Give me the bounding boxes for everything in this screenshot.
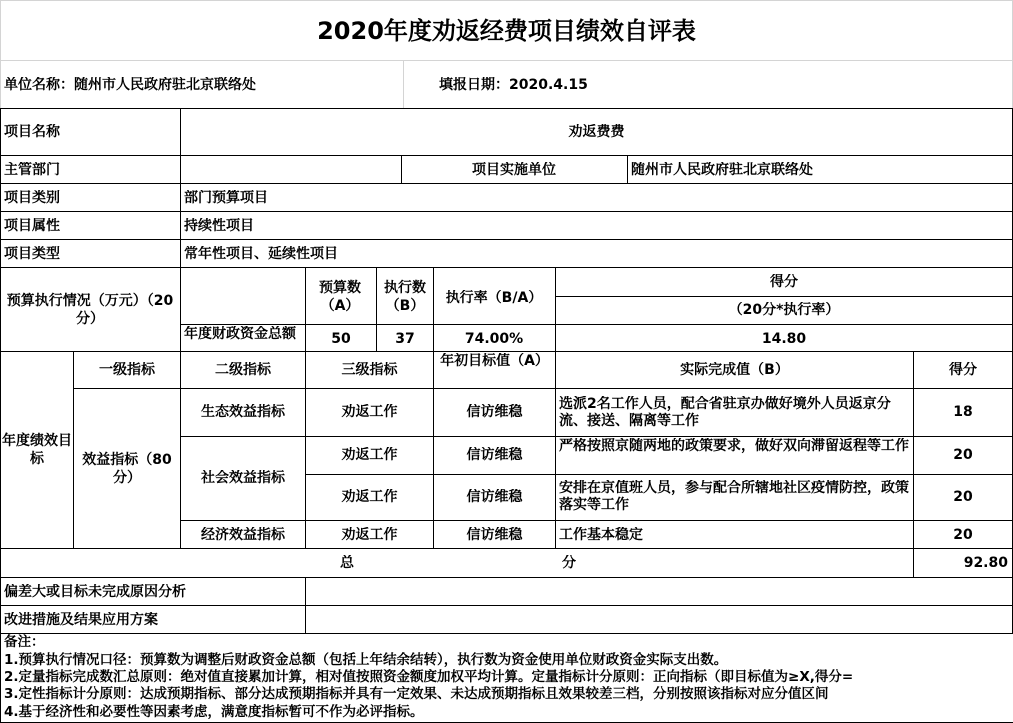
table-border xyxy=(0,108,1013,109)
level2-header: 二级指标 xyxy=(215,362,271,378)
attribute-label: 项目属性 xyxy=(4,218,60,234)
table-border xyxy=(0,267,1013,268)
note-item: 2.定量指标完成数汇总原则：绝对值直接累加计算，相对值按照资金额度加权平均计算。定量指标计分原则：正向指标（即目标值为≥X,得分= xyxy=(4,669,854,685)
grid-line xyxy=(0,0,1013,1)
table-border xyxy=(0,577,1013,578)
rate-col-header: 执行率（B/A） xyxy=(445,290,543,306)
score-col-header: 得分 xyxy=(770,274,798,290)
attribute-value: 持续性项目 xyxy=(184,218,254,234)
total-label-left: 总 xyxy=(340,555,354,571)
annual-fund-label: 年度财政资金总额 xyxy=(184,326,296,342)
actual-item: 安排在京值班人员，参与配合所辖地社区疫情防控，政策落实等工作 xyxy=(559,480,909,513)
performance-section-label: 年度绩效目标 xyxy=(2,433,72,467)
table-border xyxy=(555,351,556,548)
target-item: 信访维稳 xyxy=(466,489,523,505)
grid-line xyxy=(0,60,1013,61)
level1-benefit: 效益指标（80分） xyxy=(82,452,172,486)
score-formula: （20分*执行率） xyxy=(728,302,840,318)
score-header: 得分 xyxy=(949,362,977,378)
table-border xyxy=(555,296,1013,297)
table-border xyxy=(0,605,1013,606)
exec-value: 37 xyxy=(395,331,415,347)
fill-date: 填报日期：2020.4.15 xyxy=(439,77,588,93)
table-border xyxy=(0,155,1013,156)
total-label-right: 分 xyxy=(562,555,576,571)
table-border xyxy=(0,548,1013,549)
level2-ecology: 生态效益指标 xyxy=(201,404,285,420)
table-border xyxy=(0,351,1013,352)
budget-label: 预算执行情况（万元）（20分） xyxy=(6,293,174,327)
table-border xyxy=(0,211,1013,212)
level2-economic: 经济效益指标 xyxy=(201,527,285,543)
note-item: 4.基于经济性和必要性等因素考虑，满意度指标暂可不作为必评指标。 xyxy=(4,704,424,720)
impl-unit-value: 随州市人民政府驻北京联络处 xyxy=(631,162,813,178)
type-value: 常年性项目、延续性项目 xyxy=(184,246,338,262)
level3-item: 劝返工作 xyxy=(341,447,398,463)
table-border xyxy=(305,474,1013,475)
deviation-label: 偏差大或目标未完成原因分析 xyxy=(4,584,186,600)
budget-value: 50 xyxy=(331,331,351,347)
level3-item: 劝返工作 xyxy=(341,489,398,505)
target-item: 信访维稳 xyxy=(466,404,523,420)
total-score: 92.80 xyxy=(963,555,1008,571)
score-item: 20 xyxy=(953,489,973,505)
rate-value: 74.00% xyxy=(464,331,524,347)
target-header: 年初目标值（A） xyxy=(440,353,549,369)
category-label: 项目类别 xyxy=(4,190,60,206)
page-title: 2020年度劝返经费项目绩效自评表 xyxy=(317,17,696,45)
impl-unit-label: 项目实施单位 xyxy=(472,162,556,178)
table-border xyxy=(0,239,1013,240)
note-item: 3.定性指标计分原则：达成预期指标、部分达成预期指标并具有一定效果、未达成预期指标且效果较差三档，分别按照该指标对应分值区间 xyxy=(4,686,829,702)
actual-header: 实际完成值（B） xyxy=(680,362,789,378)
grid-line xyxy=(403,60,404,108)
target-item: 信访维稳 xyxy=(466,447,523,463)
level3-header: 三级指标 xyxy=(341,362,398,378)
table-border xyxy=(73,351,74,548)
target-item: 信访维稳 xyxy=(466,527,523,543)
table-border xyxy=(0,108,1,723)
project-name-value: 劝返费费 xyxy=(568,124,625,140)
budget-col-header: 预算数（A） xyxy=(319,280,361,314)
table-border xyxy=(627,155,628,183)
project-name-label: 项目名称 xyxy=(4,124,60,140)
level1-header: 一级指标 xyxy=(99,362,155,378)
actual-item: 严格按照京随两地的政策要求，做好双向滞留返程等工作 xyxy=(559,438,909,454)
level3-item: 劝返工作 xyxy=(341,404,398,420)
score-item: 20 xyxy=(953,527,973,543)
exec-col-header: 执行数（B） xyxy=(384,280,426,314)
dept-label: 主管部门 xyxy=(4,162,60,178)
table-border xyxy=(0,183,1013,184)
score-item: 20 xyxy=(953,447,973,463)
type-label: 项目类型 xyxy=(4,246,60,262)
level3-item: 劝返工作 xyxy=(341,527,398,543)
score-value: 14.80 xyxy=(761,331,807,347)
category-value: 部门预算项目 xyxy=(184,190,268,206)
table-border xyxy=(305,577,306,633)
improve-label: 改进措施及结果应用方案 xyxy=(4,612,158,628)
table-border xyxy=(73,388,1013,389)
unit-name: 单位名称：随州市人民政府驻北京联络处 xyxy=(4,77,256,93)
level2-social: 社会效益指标 xyxy=(201,470,285,486)
actual-item: 工作基本稳定 xyxy=(559,527,643,543)
note-item: 1.预算执行情况口径：预算数为调整后财政资金总额（包括上年结余结转），执行数为资金使用单位财政资金实际支出数。 xyxy=(4,652,728,668)
actual-item: 选派2名工作人员，配合省驻京办做好境外人员返京分流、接送、隔离等工作 xyxy=(559,396,891,429)
score-item: 18 xyxy=(953,404,973,420)
notes-heading: 备注： xyxy=(4,634,45,650)
